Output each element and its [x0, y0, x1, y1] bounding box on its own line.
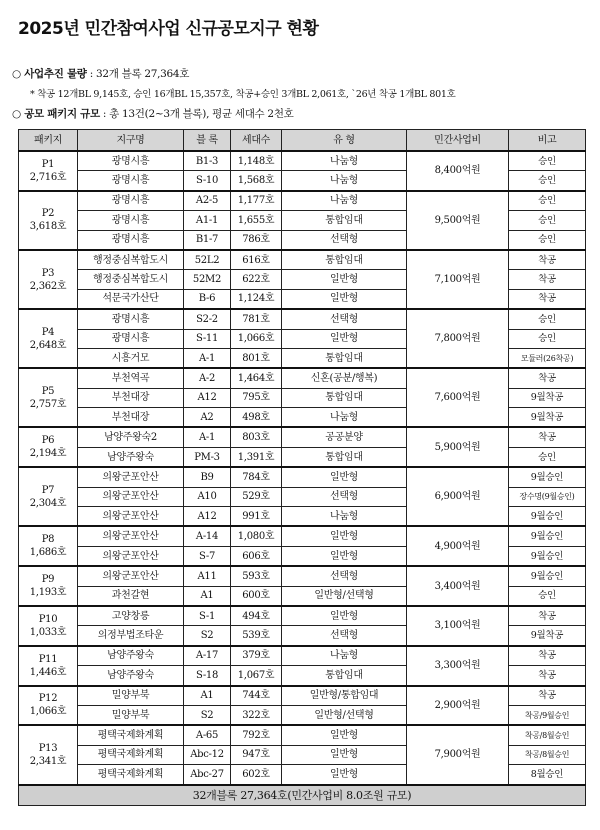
type-cell: 일반형	[282, 606, 407, 626]
note-cell: 9월승인	[509, 566, 586, 586]
table-row	[19, 725, 586, 745]
district-cell: 남양주왕숙2	[78, 427, 184, 447]
type-cell: 통합임대	[282, 388, 407, 407]
type-cell: 나눔형	[282, 171, 407, 191]
note-cell: 착공/8월승인	[509, 745, 586, 764]
block-cell: S-18	[184, 666, 231, 686]
type-cell: 나눔형	[282, 151, 407, 171]
package-cell	[19, 309, 78, 368]
households-cell: 1,177호	[231, 191, 282, 211]
block-cell: PM-3	[184, 447, 231, 467]
package-name: P7	[41, 484, 55, 496]
table-row	[19, 250, 586, 270]
package-name: P2	[41, 208, 55, 220]
package-cell	[19, 368, 78, 427]
households-cell: 606호	[231, 546, 282, 566]
households-cell: 529호	[231, 487, 282, 506]
package-name: P11	[38, 653, 58, 665]
households-cell: 593호	[231, 566, 282, 586]
note-cell: 9월승인	[509, 507, 586, 527]
district-cell: 의왕군포안산	[78, 507, 184, 527]
block-cell: A10	[184, 487, 231, 506]
cost-cell: 3,400억원	[407, 566, 509, 606]
households-cell: 1,080호	[231, 526, 282, 546]
overview-line-volume	[12, 66, 189, 81]
district-cell: 광명시흥	[78, 309, 184, 329]
cost-cell: 4,900억원	[407, 526, 509, 566]
type-cell: 통합임대	[282, 666, 407, 686]
table-footer-total: 32개블록 27,364호(민간사업비 8.0조원 규모)	[19, 785, 586, 806]
note-cell: 승인	[509, 329, 586, 348]
block-cell: S2	[184, 705, 231, 725]
note-cell: 착공	[509, 427, 586, 447]
type-cell: 신혼(공분/행복)	[282, 368, 407, 388]
households-cell: 784호	[231, 467, 282, 487]
district-cell: 시흥거모	[78, 348, 184, 368]
households-cell: 803호	[231, 427, 282, 447]
households-cell: 379호	[231, 646, 282, 666]
block-cell: A-14	[184, 526, 231, 546]
package-units: 1,193호	[29, 587, 67, 599]
package-name: P3	[41, 267, 55, 279]
district-cell: 의왕군포안산	[78, 526, 184, 546]
package-units: 2,194호	[29, 448, 67, 460]
households-cell: 1,066호	[231, 329, 282, 348]
block-cell: A12	[184, 507, 231, 527]
cost-cell: 9,500억원	[407, 191, 509, 250]
households-cell: 1,391호	[231, 447, 282, 467]
header-households: 세대수	[231, 130, 282, 152]
households-cell: 786호	[231, 230, 282, 250]
district-cell: 행정중심복합도시	[78, 250, 184, 270]
package-units: 1,446호	[29, 666, 67, 678]
header-cost: 민간사업비	[407, 130, 509, 152]
note-cell: 장수명(9월승인)	[509, 487, 586, 506]
package-name: P1	[41, 158, 55, 170]
table-row	[19, 606, 586, 626]
district-cell: 남양주왕숙	[78, 666, 184, 686]
type-cell: 일반형	[282, 725, 407, 745]
package-cell	[19, 151, 78, 191]
households-cell: 744호	[231, 686, 282, 706]
type-cell: 통합임대	[282, 250, 407, 270]
cost-cell: 8,400억원	[407, 151, 509, 191]
note-cell: 착공	[509, 250, 586, 270]
note-cell: 8월승인	[509, 765, 586, 785]
district-cell: 부천역곡	[78, 368, 184, 388]
cost-cell: 3,300억원	[407, 646, 509, 686]
block-cell: 52M2	[184, 270, 231, 289]
type-cell: 선택형	[282, 230, 407, 250]
note-cell: 착공	[509, 270, 586, 289]
district-cell: 남양주왕숙	[78, 447, 184, 467]
households-cell: 1,655호	[231, 211, 282, 230]
district-cell: 밀양부북	[78, 705, 184, 725]
block-cell: S-1	[184, 606, 231, 626]
block-cell: 52L2	[184, 250, 231, 270]
note-cell: 착공	[509, 368, 586, 388]
package-units: 1,686호	[29, 547, 67, 559]
package-units: 3,618호	[29, 221, 67, 233]
block-cell: Abc-27	[184, 765, 231, 785]
package-cell	[19, 250, 78, 309]
households-cell: 622호	[231, 270, 282, 289]
block-cell: A-17	[184, 646, 231, 666]
type-cell: 일반형	[282, 765, 407, 785]
table-row	[19, 467, 586, 487]
cost-cell: 6,900억원	[407, 467, 509, 526]
type-cell: 일반형	[282, 467, 407, 487]
type-cell: 선택형	[282, 309, 407, 329]
block-cell: B9	[184, 467, 231, 487]
header-package: 패키지	[19, 130, 78, 152]
overview-volume-label: ○ 사업추진 물량	[12, 68, 87, 80]
block-cell: A-65	[184, 725, 231, 745]
note-cell: 승인	[509, 171, 586, 191]
households-cell: 947호	[231, 745, 282, 764]
note-cell: 9월승인	[509, 526, 586, 546]
block-cell: A2-5	[184, 191, 231, 211]
package-cell	[19, 191, 78, 250]
district-cell: 평택국제화계획	[78, 765, 184, 785]
type-cell: 일반형	[282, 329, 407, 348]
district-cell: 의정부법조타운	[78, 626, 184, 646]
block-cell: A-1	[184, 348, 231, 368]
note-cell: 착공	[509, 666, 586, 686]
table-footer-row	[19, 785, 586, 806]
district-cell: 부천대장	[78, 408, 184, 428]
package-name: P10	[38, 613, 58, 625]
type-cell: 선택형	[282, 566, 407, 586]
type-cell: 일반형	[282, 745, 407, 764]
district-cell: 광명시흥	[78, 151, 184, 171]
households-cell: 616호	[231, 250, 282, 270]
note-cell: 승인	[509, 230, 586, 250]
type-cell: 나눔형	[282, 408, 407, 428]
type-cell: 일반형/선택형	[282, 586, 407, 606]
block-cell: A12	[184, 388, 231, 407]
note-cell: 착공	[509, 289, 586, 309]
cost-cell: 5,900억원	[407, 427, 509, 467]
package-name: P13	[38, 742, 58, 754]
header-block: 블 록	[184, 130, 231, 152]
note-cell: 9월착공	[509, 626, 586, 646]
table-row	[19, 686, 586, 706]
households-cell: 1,464호	[231, 368, 282, 388]
households-cell: 322호	[231, 705, 282, 725]
block-cell: B1-3	[184, 151, 231, 171]
households-cell: 1,148호	[231, 151, 282, 171]
block-cell: S2-2	[184, 309, 231, 329]
block-cell: A-2	[184, 368, 231, 388]
overview-volume-value: : 32개 블록 27,364호	[89, 68, 190, 80]
package-units: 2,304호	[29, 497, 67, 509]
note-cell: 승인	[509, 151, 586, 171]
district-cell: 과천갈현	[78, 586, 184, 606]
district-cell: 평택국제화계획	[78, 745, 184, 764]
package-name: P9	[41, 574, 55, 586]
block-cell: A11	[184, 566, 231, 586]
block-cell: A1	[184, 686, 231, 706]
table-row	[19, 427, 586, 447]
table-row	[19, 191, 586, 211]
block-cell: A1-1	[184, 211, 231, 230]
note-cell: 승인	[509, 191, 586, 211]
package-name: P8	[41, 534, 55, 546]
households-cell: 1,124호	[231, 289, 282, 309]
package-units: 2,362호	[29, 280, 67, 292]
block-cell: S-10	[184, 171, 231, 191]
district-cell: 의왕군포안산	[78, 467, 184, 487]
cost-cell: 7,600억원	[407, 368, 509, 427]
header-district: 지구명	[78, 130, 184, 152]
overview-line-detail: * 착공 12개BL 9,145호, 승인 16개BL 15,357호, 착공+승인 3개BL 2,061호, `26년 착공 1개BL 801호	[30, 89, 456, 100]
households-cell: 991호	[231, 507, 282, 527]
block-cell: Abc-12	[184, 745, 231, 764]
table-row	[19, 368, 586, 388]
type-cell: 통합임대	[282, 348, 407, 368]
note-cell: 승인	[509, 211, 586, 230]
package-table	[18, 129, 586, 806]
note-cell: 승인	[509, 309, 586, 329]
households-cell: 600호	[231, 586, 282, 606]
table-row	[19, 309, 586, 329]
package-name: P12	[38, 693, 58, 705]
table-row	[19, 526, 586, 546]
block-cell: S-7	[184, 546, 231, 566]
table-header-row	[19, 130, 586, 152]
type-cell: 일반형/통합임대	[282, 686, 407, 706]
type-cell: 일반형	[282, 526, 407, 546]
package-cell	[19, 566, 78, 606]
cost-cell: 2,900억원	[407, 686, 509, 726]
district-cell: 광명시흥	[78, 211, 184, 230]
note-cell: 9월승인	[509, 546, 586, 566]
note-cell: 모듈러(26착공)	[509, 348, 586, 368]
households-cell: 494호	[231, 606, 282, 626]
package-cell	[19, 526, 78, 566]
type-cell: 공공분양	[282, 427, 407, 447]
type-cell: 일반형	[282, 270, 407, 289]
table-row	[19, 646, 586, 666]
note-cell: 승인	[509, 447, 586, 467]
note-cell: 착공	[509, 686, 586, 706]
block-cell: B1-7	[184, 230, 231, 250]
type-cell: 통합임대	[282, 447, 407, 467]
type-cell: 선택형	[282, 487, 407, 506]
block-cell: S-11	[184, 329, 231, 348]
block-cell: A-1	[184, 427, 231, 447]
overview-package-value: : 총 13건(2~3개 블록), 평균 세대수 2천호	[102, 108, 294, 120]
package-cell	[19, 467, 78, 526]
package-cell	[19, 606, 78, 646]
district-cell: 의왕군포안산	[78, 487, 184, 506]
overview-package-label: ○ 공모 패키지 규모	[12, 108, 100, 120]
district-cell: 평택국제화계획	[78, 725, 184, 745]
package-name: P5	[41, 385, 55, 397]
page-title: 2025년 민간참여사업 신규공모지구 현황	[18, 19, 319, 39]
district-cell: 남양주왕숙	[78, 646, 184, 666]
note-cell: 착공/8월승인	[509, 725, 586, 745]
package-units: 2,341호	[29, 755, 67, 767]
type-cell: 나눔형	[282, 191, 407, 211]
district-cell: 행정중심복합도시	[78, 270, 184, 289]
note-cell: 9월승인	[509, 467, 586, 487]
type-cell: 통합임대	[282, 211, 407, 230]
package-units: 2,716호	[29, 171, 67, 183]
district-cell: 광명시흥	[78, 230, 184, 250]
table-row	[19, 566, 586, 586]
households-cell: 1,568호	[231, 171, 282, 191]
cost-cell: 7,800억원	[407, 309, 509, 368]
note-cell: 착공	[509, 646, 586, 666]
households-cell: 539호	[231, 626, 282, 646]
package-units: 2,757호	[29, 398, 67, 410]
district-cell: 광명시흥	[78, 171, 184, 191]
cost-cell: 7,100억원	[407, 250, 509, 309]
block-cell: S2	[184, 626, 231, 646]
note-cell: 승인	[509, 586, 586, 606]
households-cell: 498호	[231, 408, 282, 428]
households-cell: 1,067호	[231, 666, 282, 686]
note-cell: 착공	[509, 606, 586, 626]
type-cell: 나눔형	[282, 507, 407, 527]
package-name: P6	[41, 435, 55, 447]
package-cell	[19, 646, 78, 686]
type-cell: 일반형	[282, 546, 407, 566]
table-row	[19, 151, 586, 171]
block-cell: B-6	[184, 289, 231, 309]
package-cell	[19, 686, 78, 726]
district-cell: 광명시흥	[78, 329, 184, 348]
type-cell: 일반형	[282, 289, 407, 309]
package-units: 1,033호	[29, 626, 67, 638]
households-cell: 801호	[231, 348, 282, 368]
block-cell: A2	[184, 408, 231, 428]
package-cell	[19, 725, 78, 784]
package-units: 1,066호	[29, 706, 67, 718]
district-cell: 고양창릉	[78, 606, 184, 626]
households-cell: 795호	[231, 388, 282, 407]
households-cell: 602호	[231, 765, 282, 785]
type-cell: 나눔형	[282, 646, 407, 666]
note-cell: 착공/9월승인	[509, 705, 586, 725]
district-cell: 석문국가산단	[78, 289, 184, 309]
note-cell: 9월착공	[509, 388, 586, 407]
overview-line-package	[12, 106, 294, 121]
district-cell: 의왕군포안산	[78, 546, 184, 566]
type-cell: 일반형/선택형	[282, 705, 407, 725]
households-cell: 792호	[231, 725, 282, 745]
households-cell: 781호	[231, 309, 282, 329]
header-type: 유 형	[282, 130, 407, 152]
cost-cell: 7,900억원	[407, 725, 509, 784]
package-units: 2,648호	[29, 339, 67, 351]
district-cell: 광명시흥	[78, 191, 184, 211]
district-cell: 밀양부북	[78, 686, 184, 706]
district-cell: 의왕군포안산	[78, 566, 184, 586]
district-cell: 부천대장	[78, 388, 184, 407]
table-body	[19, 151, 586, 785]
package-name: P4	[41, 326, 55, 338]
type-cell: 선택형	[282, 626, 407, 646]
header-note: 비고	[509, 130, 586, 152]
cost-cell: 3,100억원	[407, 606, 509, 646]
block-cell: A1	[184, 586, 231, 606]
package-cell	[19, 427, 78, 467]
note-cell: 9월착공	[509, 408, 586, 428]
